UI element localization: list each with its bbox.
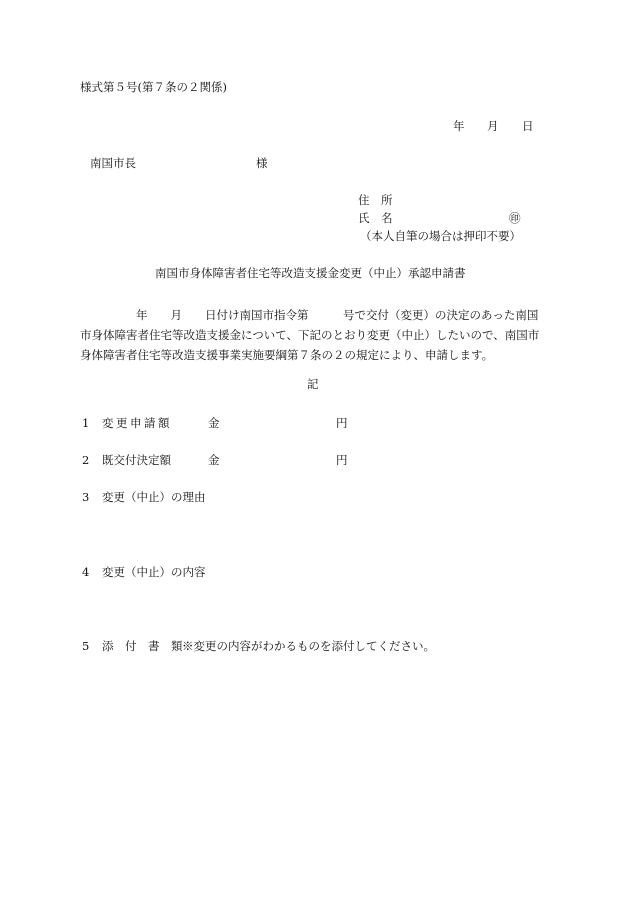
addressee-honorific: 様 [256, 156, 268, 170]
item-amount-suffix: 円 [336, 453, 348, 467]
date-year: 年 [453, 119, 465, 133]
date-month: 月 [487, 119, 499, 133]
item-amount-suffix: 円 [336, 416, 348, 430]
item-number: 4 [82, 565, 90, 579]
body-line-3: 身体障害者住宅等改造支援事業実施要綱第７条の２の規定により、申請します。 [80, 348, 494, 362]
item-label: 変更申請額 [102, 416, 172, 430]
applicant-address-label: 住 所 [358, 193, 393, 207]
item-number: 1 [82, 416, 90, 430]
item-label: 添 付 書 類 [102, 639, 183, 653]
item-number: 3 [82, 490, 90, 504]
document-title: 南国市身体障害者住宅等改造支援金変更（中止）承認申請書 [155, 266, 466, 280]
date-day: 日 [522, 119, 534, 133]
item-amount-prefix: 金 [208, 416, 220, 430]
addressee-name: 南国市長 [90, 156, 136, 170]
item-label: 既交付決定額 [102, 453, 171, 467]
body-line-2: 市身体障害者住宅等改造支援金について、下記のとおり変更（中止）したいので、南国市 [80, 328, 540, 342]
form-number: 様式第５号(第７条の２関係) [80, 80, 227, 94]
applicant-name-label: 氏 名 [358, 211, 393, 225]
note-heading: 記 [307, 377, 319, 391]
body-paragraph [80, 305, 555, 365]
seal-note: （本人自筆の場合は押印不要） [360, 229, 521, 243]
seal-mark: ㊞ [509, 211, 521, 225]
item-label: 変更（中止）の内容 [102, 565, 206, 579]
item-label: 変更（中止）の理由 [102, 490, 206, 504]
item-amount-prefix: 金 [208, 453, 220, 467]
body-line-1: 年 月 日付け南国市指令第 号で交付（変更）の決定のあった南国 [136, 308, 539, 322]
item-number: 5 [82, 639, 90, 653]
item-number: 2 [82, 453, 90, 467]
item-note: ※変更の内容がわかるものを添付してください。 [182, 639, 435, 653]
